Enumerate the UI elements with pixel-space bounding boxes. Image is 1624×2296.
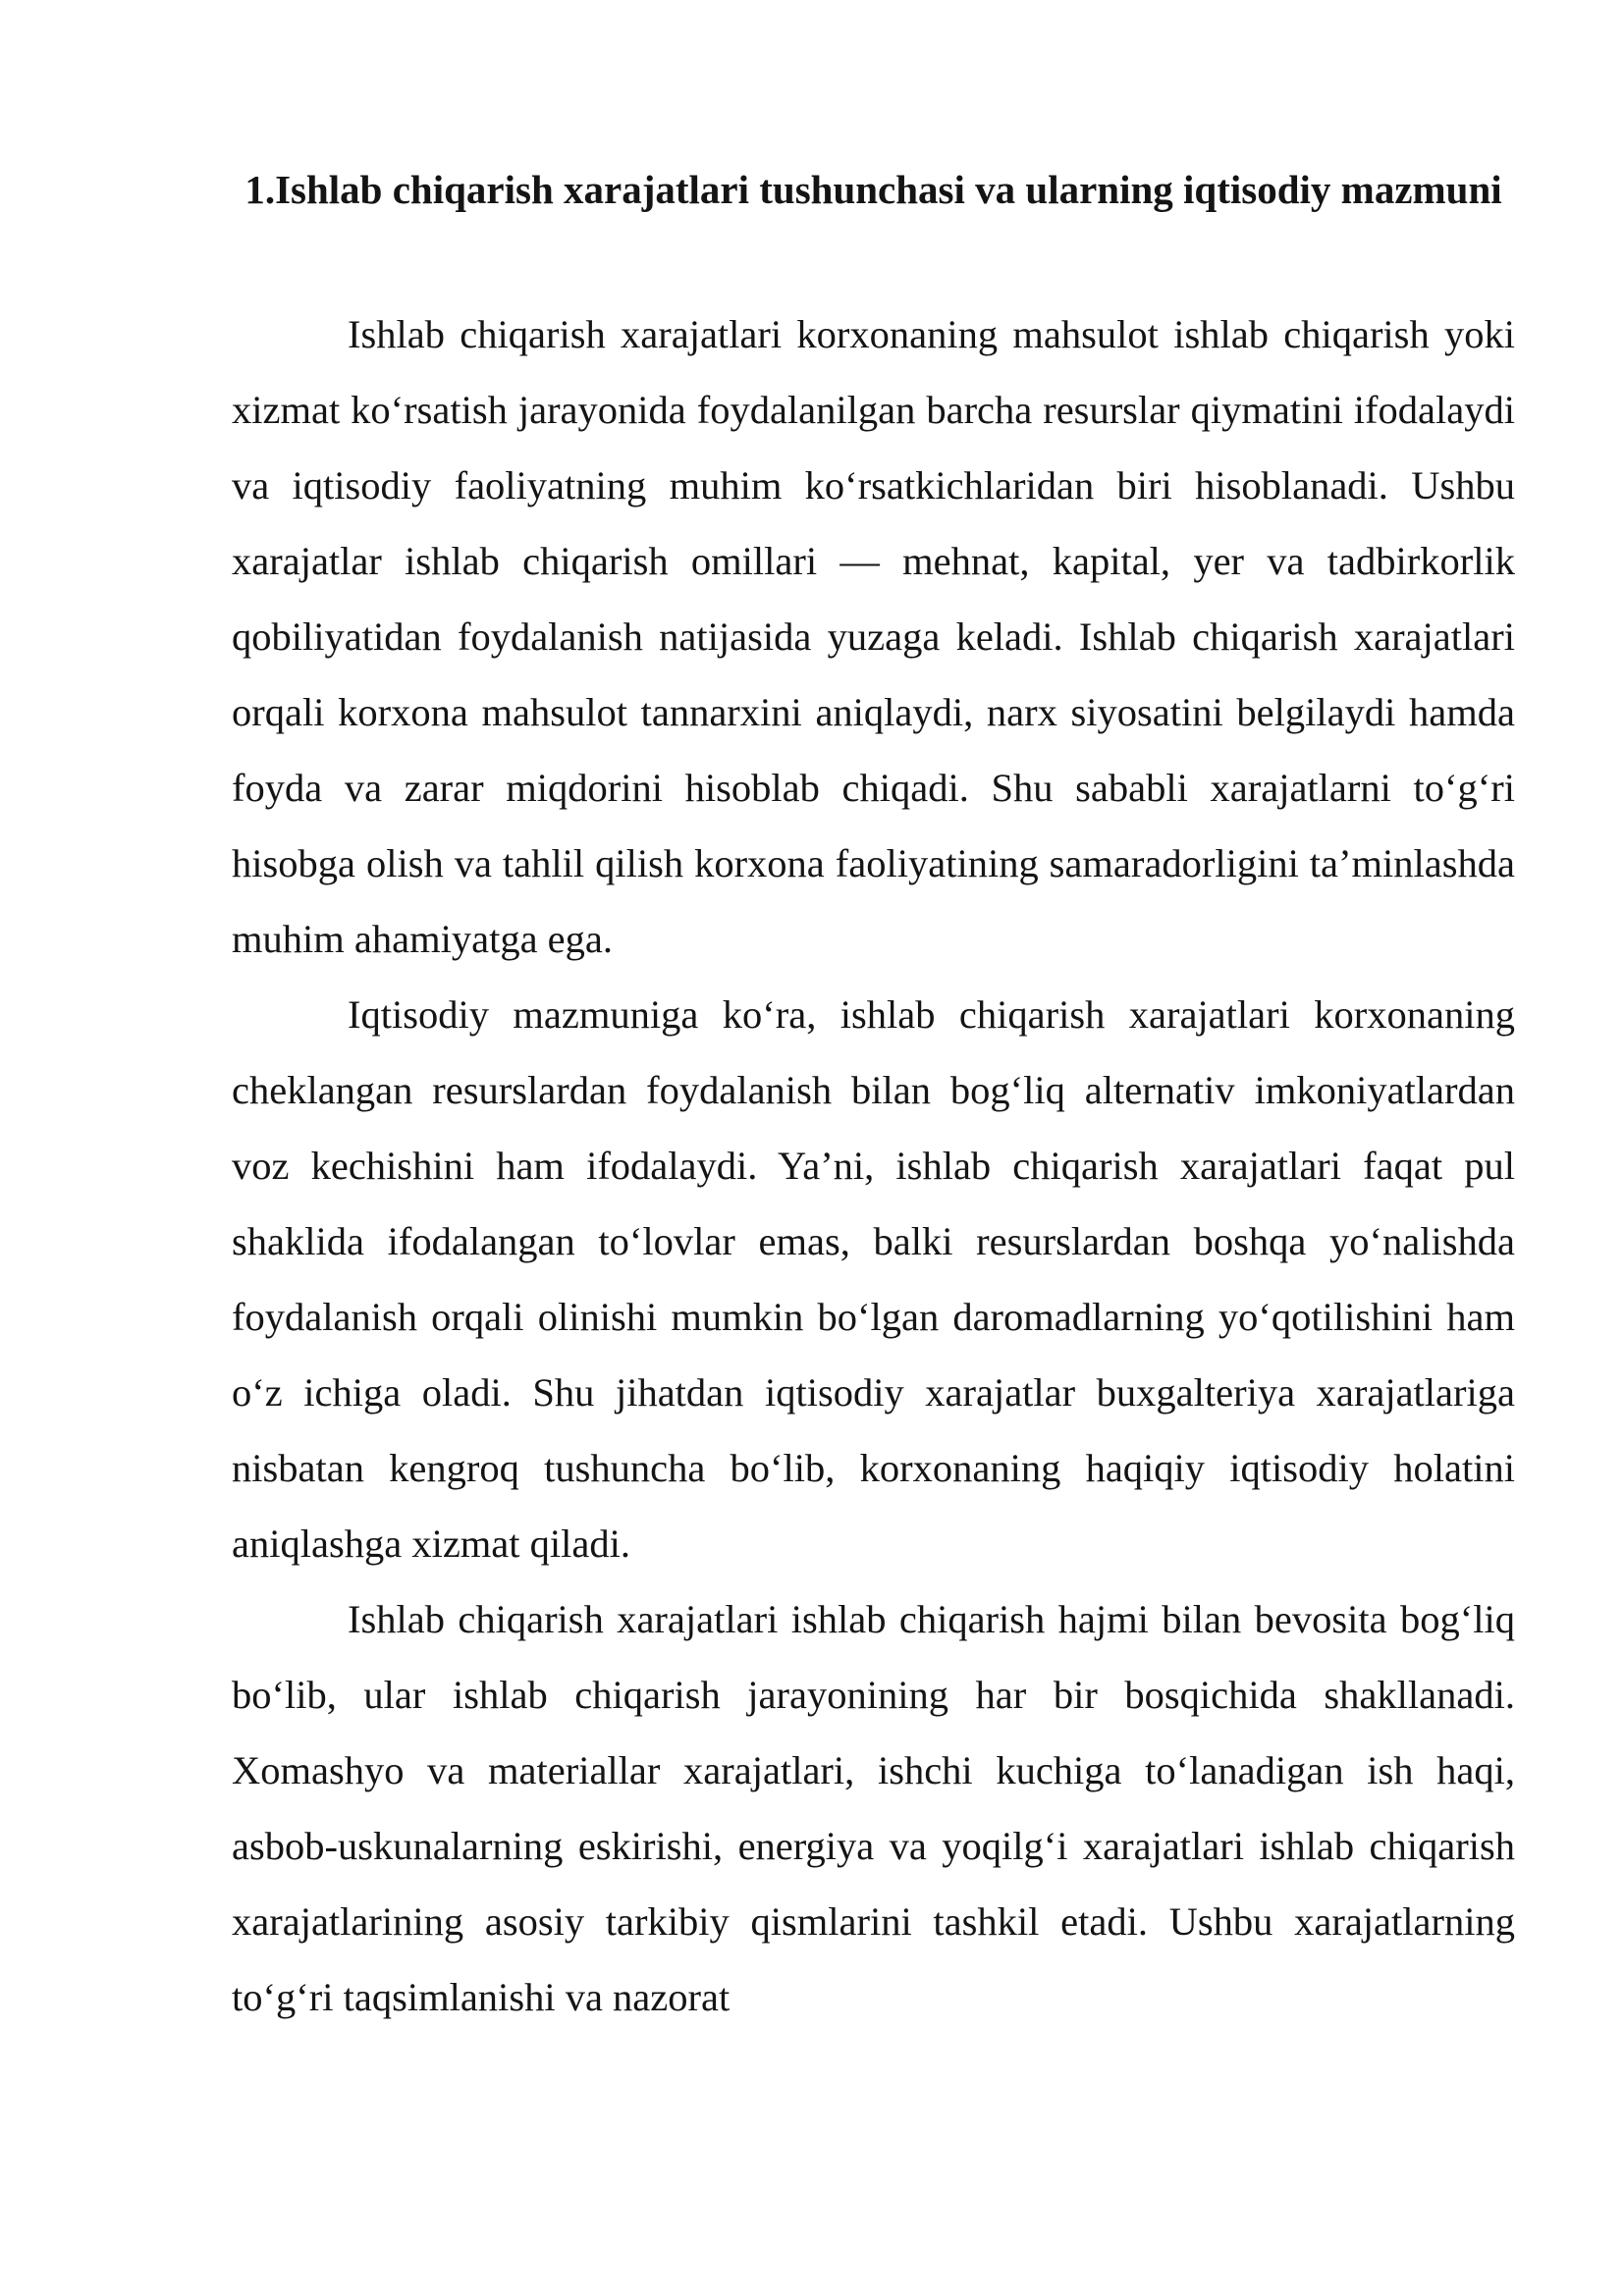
paragraph-3: Ishlab chiqarish xarajatlari ishlab chiqarish hajmi bilan bevosita bog‘liq bo‘lib, ular ishlab chiqarish jarayonining har bir bosqichida shakllanadi. Xomashyo va materiallar xarajatlari, ishchi kuchiga to‘lanadigan ish haqi, asbob-uskunalarning eskirishi, energiya va yoqilg‘i xarajatlari ishlab chiqarish xarajatlarining asosiy tarkibiy qismlarini tashkil etadi. Ushbu xarajatlarning to‘g‘ri taqsimlanishi va nazorat: [232, 1597, 1515, 2019]
body-text: [232, 296, 1515, 2035]
paragraph-1: Ishlab chiqarish xarajatlari korxonaning mahsulot ishlab chiqarish yoki xizmat ko‘rsatish jarayonida foydalanilgan barcha resurslar qiymatini ifodalaydi va iqtisodiy faoliyatning muhim ko‘rsatkichlaridan biri hisoblanadi. Ushbu xarajatlar ishlab chiqarish omillari — mehnat, kapital, yer va tadbirkorlik qobiliyatidan foydalanish natijasida yuzaga keladi. Ishlab chiqarish xarajatlari orqali korxona mahsulot tannarxini aniqlaydi, narx siyosatini belgilaydi hamda foyda va zarar miqdorini hisoblab chiqadi. Shu sababli xarajatlarni to‘g‘ri hisobga olish va tahlil qilish korxona faoliyatining samaradorligini ta’minlashda muhim ahamiyatga ega.: [232, 312, 1515, 961]
section-heading: 1.Ishlab chiqarish xarajatlari tushunchasi va ularning iqtisodiy mazmuni: [244, 167, 1502, 212]
paragraph-2: Iqtisodiy mazmuniga ko‘ra, ishlab chiqarish xarajatlari korxonaning cheklangan resurslardan foydalanish bilan bog‘liq alternativ imkoniyatlardan voz kechishini ham ifodalaydi. Ya’ni, ishlab chiqarish xarajatlari faqat pul shaklida ifodalangan to‘lovlar emas, balki resurslardan boshqa yo‘nalishda foydalanish orqali olinishi mumkin bo‘lgan daromadlarning yo‘qotilishini ham o‘z ichiga oladi. Shu jihatdan iqtisodiy xarajatlar buxgalteriya xarajatlariga nisbatan kengroq tushuncha bo‘lib, korxonaning haqiqiy iqtisodiy holatini aniqlashga xizmat qiladi.: [232, 992, 1515, 1566]
